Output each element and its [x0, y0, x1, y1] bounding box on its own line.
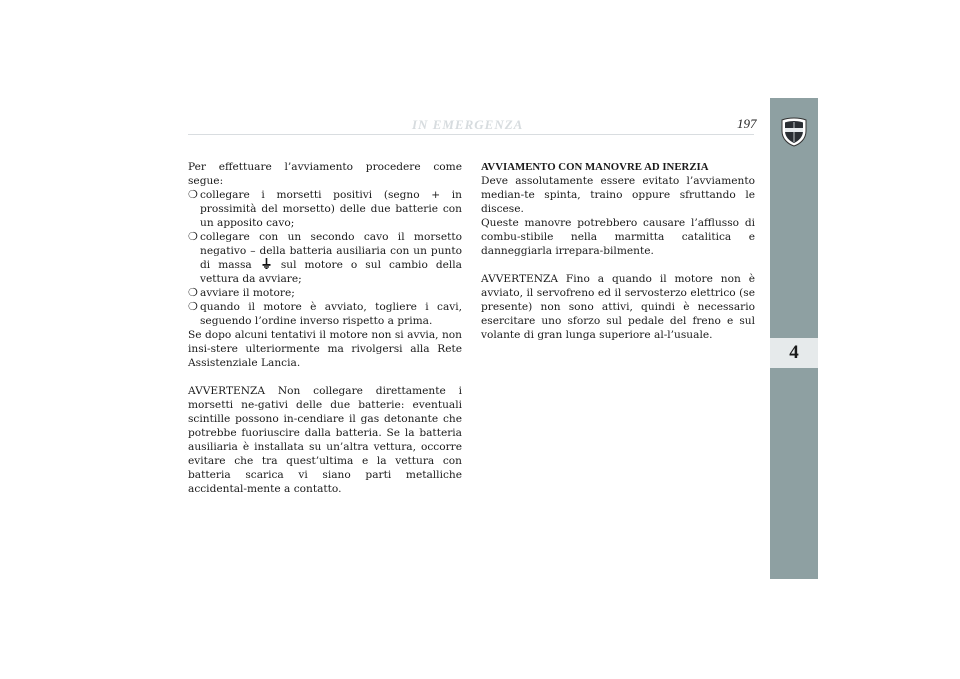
- list-item-text: collegare i morsetti positivi (segno + in prossimità del morsetto) delle due batterie con un apposito cavo;: [200, 189, 462, 229]
- header-divider: [188, 134, 754, 135]
- list-item-text: avviare il motore;: [200, 287, 295, 299]
- left-column: [188, 160, 462, 496]
- warning-paragraph: AVVERTENZA Non collegare direttamente i morsetti ne-gativi delle due batterie: eventuali scintille possono in-cendiare il gas detonante che potrebbe fuoriuscire dalla batteria. Se la batteria ausiliaria è installata su un’altra vettura, occorre evitare che tra quest’ultima e la vettura con batteria scarica vi siano parti metalliche accidental-mente a contatto.: [188, 385, 462, 495]
- warning-paragraph: AVVERTENZA Fino a quando il motore non è avviato, il servofreno ed il servosterzo elettrico (se presente) non sono attivi, quindi è necessario esercitare uno sforzo sul pedale del freno e sul volante di gran lunga superiore al-l’usuale.: [481, 273, 755, 341]
- list-item: [188, 188, 462, 230]
- list-item-text: sul motore o sul cambio della vettura da avviare;: [200, 259, 462, 285]
- intro-text: Per effettuare l’avviamento procedere come segue:: [188, 161, 462, 187]
- list-item: [188, 300, 462, 328]
- page-number: 197: [737, 116, 757, 131]
- body-paragraph: Queste manovre potrebbero causare l’afflusso di combu-stibile nella marmitta catalitica e danneggiarla irrepara-bilmente.: [481, 217, 755, 257]
- procedure-list: [188, 188, 462, 328]
- list-item: [188, 230, 462, 286]
- ground-symbol-icon: [262, 258, 271, 269]
- page-header-title: IN EMERGENZA: [412, 117, 524, 132]
- list-item-text: collegare con un secondo cavo il morsetto negativo – della batteria ausiliaria con un punto di massa: [200, 231, 462, 271]
- bullet-icon: ❍: [188, 230, 198, 243]
- section-title: AVVIAMENTO CON MANOVRE AD INERZIA: [481, 161, 709, 173]
- bullet-icon: ❍: [188, 300, 198, 313]
- list-item-text: quando il motore è avviato, togliere i cavi, seguendo l’ordine inverso rispetto a prima.: [200, 301, 462, 327]
- body-paragraph: Deve assolutamente essere evitato l’avviamento median-te spinta, traino oppure sfruttando le discese.: [481, 175, 755, 215]
- right-column: [481, 160, 755, 342]
- bullet-icon: ❍: [188, 188, 198, 201]
- list-item: [188, 286, 462, 300]
- chapter-number: 4: [770, 338, 818, 368]
- bullet-icon: ❍: [188, 286, 198, 299]
- body-paragraph: Se dopo alcuni tentativi il motore non si avvia, non insi-stere ulteriormente ma rivolgersi alla Rete Assistenziale Lancia.: [188, 329, 462, 369]
- lancia-shield-icon: [781, 117, 807, 147]
- chapter-sidebar: [770, 98, 818, 579]
